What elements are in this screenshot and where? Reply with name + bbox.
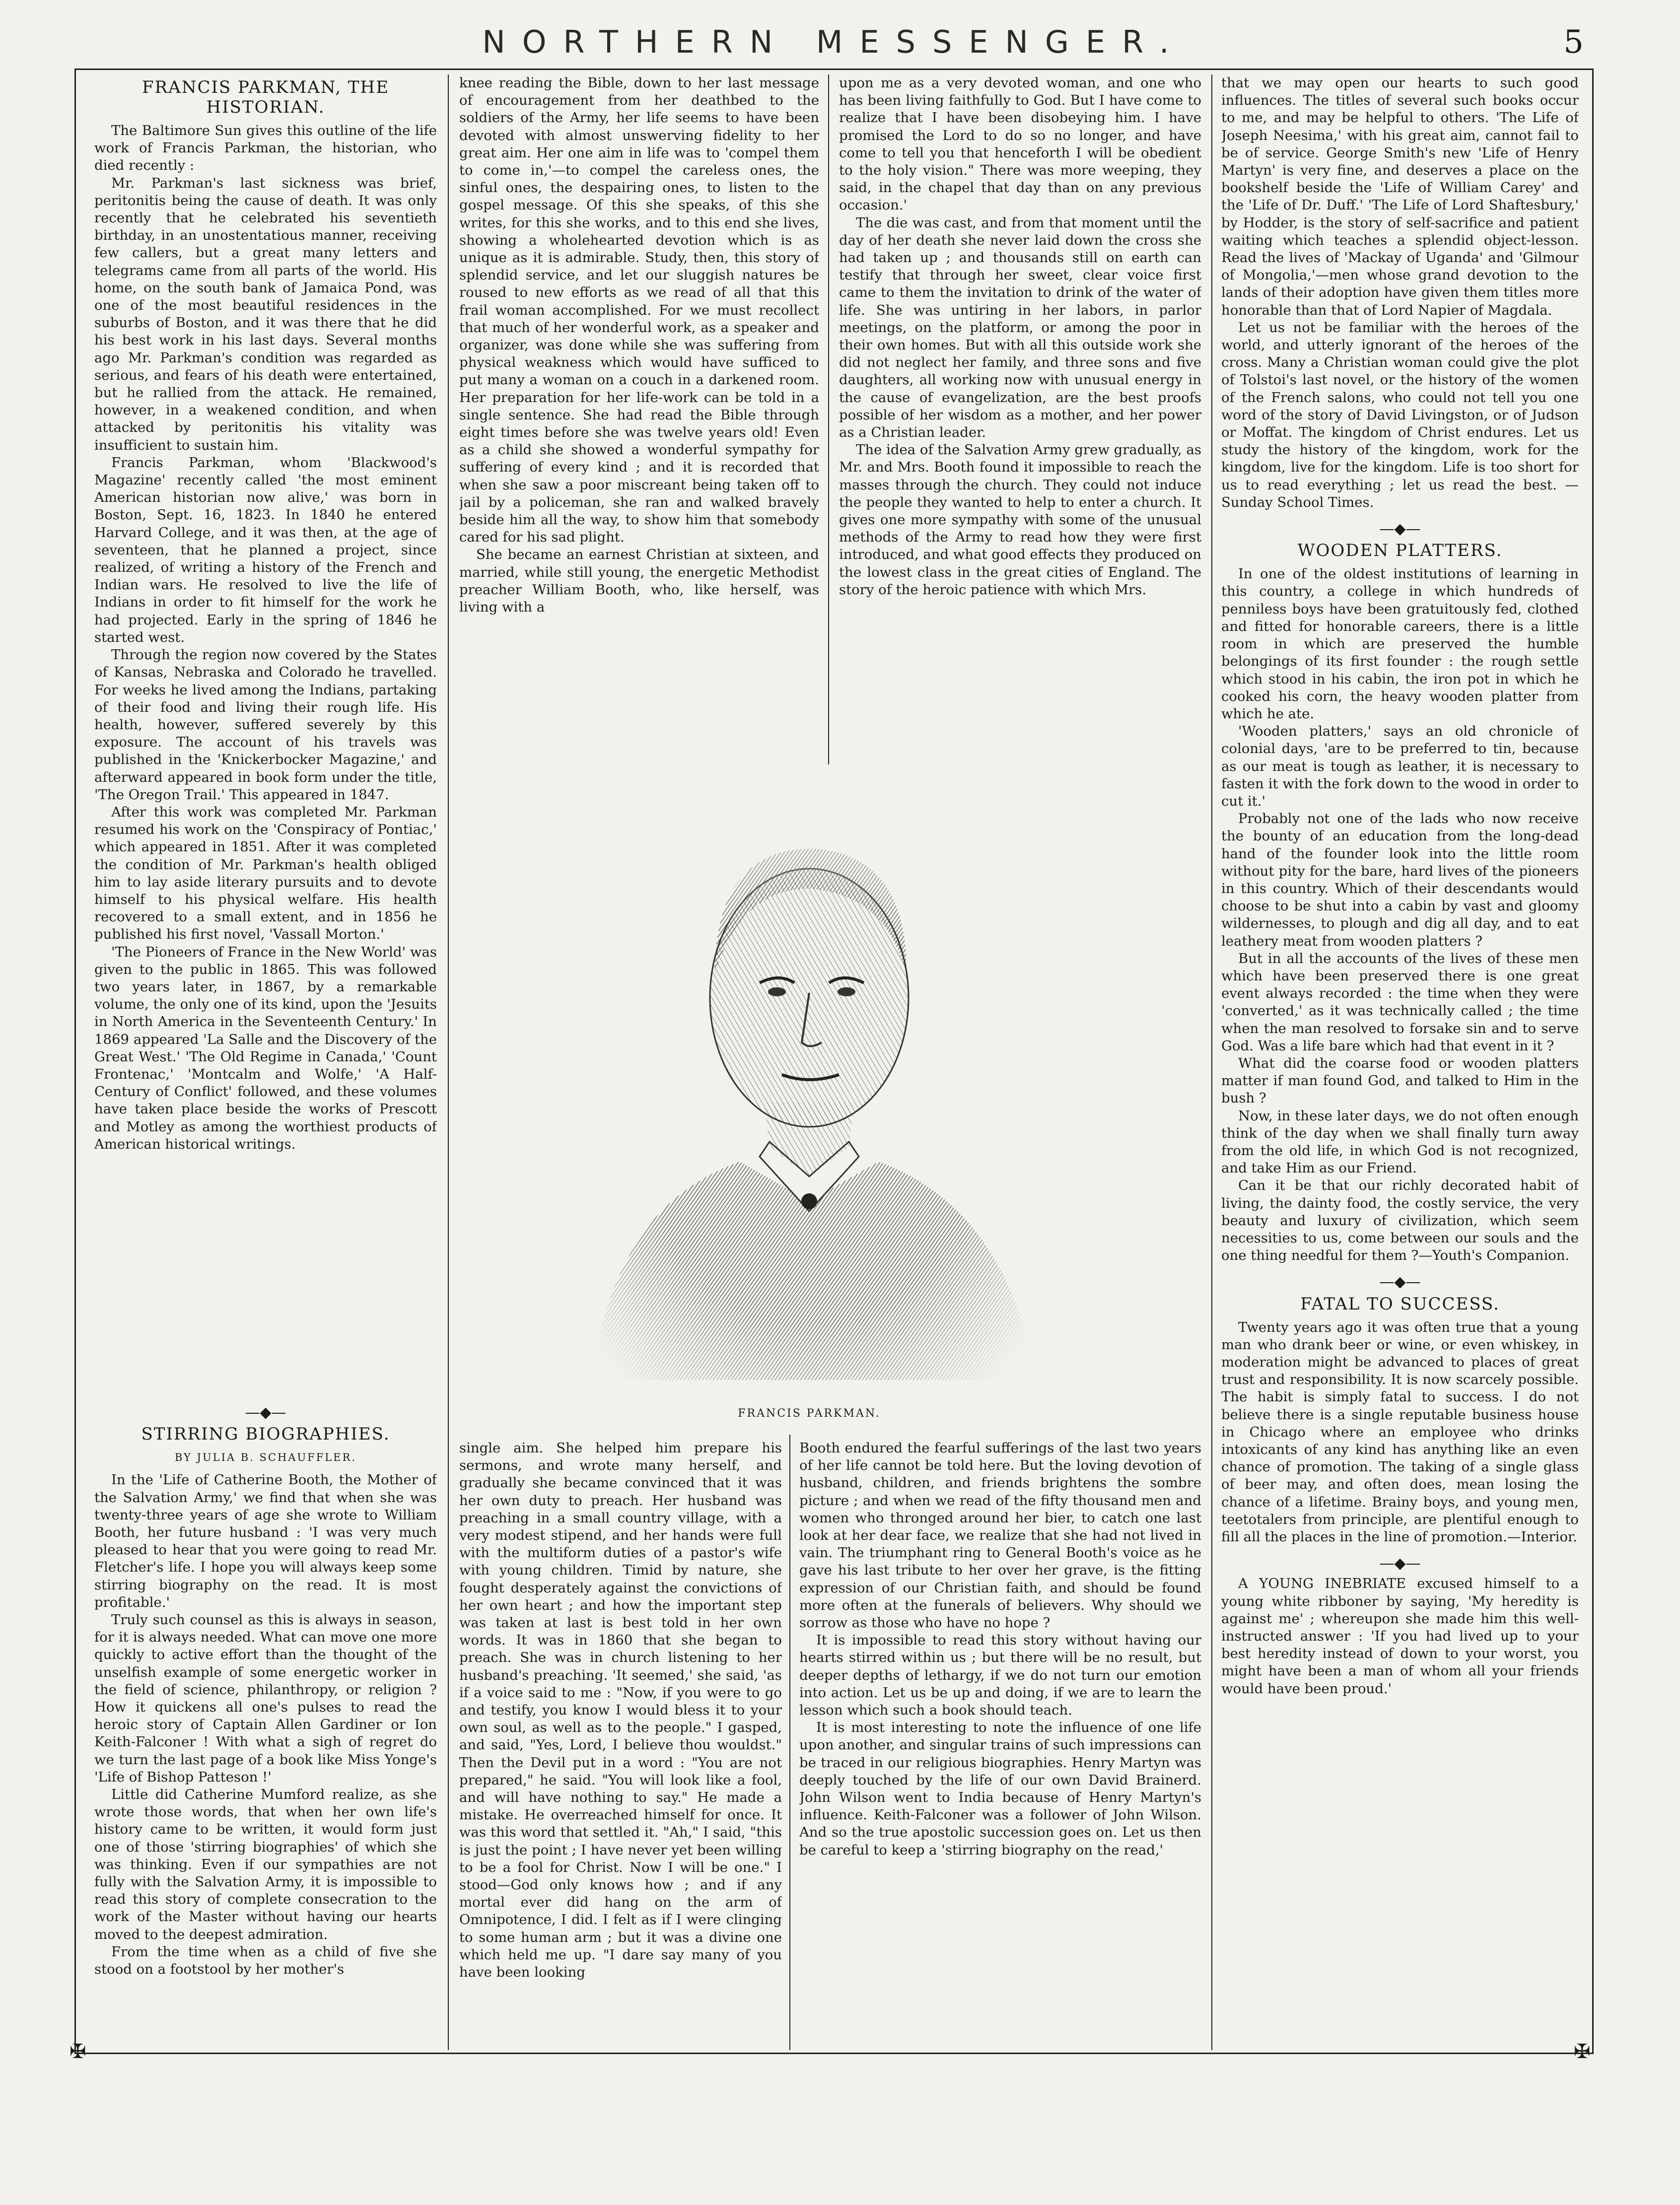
paragraph: Twenty years ago it was often true that a young man who drank beer or wine, or even whiskey, in moderation might be advanced to places of great trust and responsibility. It is now scarcely possible. The habit is simply fatal to success. I do not believe there is a single reputable business house in Chicago where an employee who drinks intoxicants of any kind has anything like an even chance of promotion. The taking of a single glass of beer may, and often does, mean losing the chance of a lifetime. Brainy boys, and young men, teetotalers from principle, are plentiful enough to fill all the places in the line of promotion.—Interior. xyxy=(1221,1319,1579,1545)
column-rule-1 xyxy=(448,74,449,2050)
section-ornament: —◆— xyxy=(1379,1555,1421,1573)
newspaper-page xyxy=(70,20,1594,2105)
masthead xyxy=(74,20,1594,69)
paragraph: In one of the oldest institutions of learning in this country, a college in which hundreds of penniless boys have been gratuitously fed, clothed and fitted for honorable careers, there is a little room in which are preserved the humble belongings of its first founder : the rough settle which stood in his cabin, the iron pot in which he cooked his corn, the heavy wooden platter from which he ate. xyxy=(1221,566,1579,722)
paragraph: But in all the accounts of the lives of these men which have been preserved there is one great event always recorded : the time when they were 'converted,' as it was technically called ; the time when the man resolved to forsake sin and to serve God. Was a life bare which had that event in it ? xyxy=(1221,950,1579,1054)
column-rule-3 xyxy=(1211,74,1212,2050)
article-heading-parkman: FRANCIS PARKMAN, THE HISTORIAN. xyxy=(141,77,390,117)
article-heading-wooden: WOODEN PLATTERS. xyxy=(1297,541,1503,561)
paragraph: Booth endured the fearful sufferings of the last two years of her life cannot be told here. But the loving devotion of husband, children, and friends brightens the sombre picture ; and when we read of the fifty thousand men and women who thronged around her bier, to catch one last look at her dear face, we realize that she had not lived in vain. The triumphant ring to General Booth's voice as he gave his last tribute to her over her grave, is the fitting expression of our Christian faith, and should be found more often at the funerals of believers. Why should we sorrow as those who have no hope ? xyxy=(799,1440,1201,1631)
byline: BY JULIA B. SCHAUFFLER. xyxy=(174,1451,357,1464)
paragraph: 'The Pioneers of France in the New World' was given to the public in 1865. This was followed two years later, in 1867, by a remarkable volume, the only one of its kind, upon the 'Jesuits in North America in the Seventeenth Century.' In 1869 appeared 'La Salle and the Discovery of the Great West.' 'The Old Regime in Canada,' 'Count Frontenac,' 'Montcalm and Wolfe,' 'A Half-Century of Conflict' followed, and these volumes have taken place beside the works of Prescott and Motley as among the worthiest products of American historical writings. xyxy=(94,944,437,1152)
section-ornament: —◆— xyxy=(1379,1273,1421,1291)
section-ornament: —◆— xyxy=(245,1404,286,1421)
column-3-top xyxy=(839,74,1201,764)
portrait-engraving xyxy=(551,764,1067,1405)
bottom-left-ornament: ✠ xyxy=(70,2040,86,2063)
paragraph: It is most interesting to note the influence of one life upon another, and singular trains of such impressions can be traced in our religious biographies. Henry Martyn was deeply touched by the life of our own David Brainerd. John Wilson went to India because of Henry Martyn's influence. Keith-Falconer was a follower of John Wilson. And so the true apostolic succession goes on. Let us then be careful to keep a 'stirring biography on the read,' xyxy=(799,1720,1201,1858)
paragraph: Truly such counsel as this is always in season, for it is always needed. What can move one more quickly to active effort than the thought of the unselfish example of some energetic worker in the field of science, philanthropy, or religion ? How it quickens all one's pulses to read the heroic story of Captain Allen Gardiner or Ion Keith-Falconer ! With what a sigh of regret do we turn the last page of a book like Miss Yonge's 'Life of Bishop Patteson !' xyxy=(94,1612,437,1785)
paragraph: Let us not be familiar with the heroes of the world, and utterly ignorant of the heroes of the cross. Many a Christian woman could give the plot of Tolstoi's last novel, or the history of the women of the French salons, who could not tell you one word of the story of David Livingston, or of Judson or Moffat. The kingdom of Christ endures. Let us study the history of the kingdom, work for the kingdom, live for the kingdom. Life is too short for us to read everything ; let us read the best. —Sunday School Times. xyxy=(1221,319,1579,510)
paragraph: single aim. She helped him prepare his sermons, and wrote many herself, and gradually she became convinced that it was her own duty to preach. Her husband was preaching in a small country village, with a very modest stipend, and her hands were full with the multiform duties of a pastor's wife with young children. Timid by nature, she fought desperately against the convictions of her own heart ; and how the important step was taken at last is best told in her own words. It was in 1860 that she began to preach. She was in church listening to her husband's preaching. 'It seemed,' she said, 'as if a voice said to me : "Now, if you were to go and testify, you know I would bless it to your own soul, as well as to the people." I gasped, and said, "Yes, Lord, I believe thou wouldst." Then the Devil put in a word : "You are not prepared," he said. "You will look like a fool, and will have nothing to say." He made a mistake. He overreached himself for once. It was this word that settled it. "Ah," I said, "this is just the point ; I have never yet been willing to be a fool for Christ. Now I will be one." I stood—God only knows how ; and if any mortal ever did hang on the arm of Omnipotence, I did. I felt as if I were clinging to some human arm ; but it was a divine one which held me up. "I dare say many of you have been looking xyxy=(459,1440,782,1981)
column-1 xyxy=(94,74,437,1390)
paragraph: The die was cast, and from that moment until the day of her death she never laid down the cross she had taken up ; and thousands still on earth can testify that through her sweet, clear voice first came to them the invitation to drink of the water of life. She was untiring in her labors, in parlor meetings, on the platform, or among the poor in their own homes. But with all this outside work she did not neglect her family, and three sons and five daughters, all working now with unusual energy in the cause of evangelization, are the best proofs possible of her wisdom as a mother, and her power as a Christian leader. xyxy=(839,214,1201,441)
column-rule-2 xyxy=(828,74,829,764)
column-2-bottom xyxy=(459,1440,782,2050)
paragraph: upon me as a very devoted woman, and one who has been living faithfully to God. But I have come to realize that I have been disobeying him. I have promised the Lord to do so no longer, and have come to tell you that henceforth I will be obedient to the holy vision." There was more weeping, they said, in the chapel that day than on any previous occasion.' xyxy=(839,75,1201,213)
bottom-right-ornament: ✠ xyxy=(1574,2040,1591,2063)
masthead-title: NORTHERN MESSENGER. xyxy=(482,24,1186,60)
paragraph: Mr. Parkman's last sickness was brief, peritonitis being the cause of death. It was only recently that he celebrated his seventieth birthday, in an unostentatious manner, receiving few callers, but a great many letters and telegrams came from all parts of the world. His home, on the south bank of Jamaica Pond, was one of the most beautiful residences in the suburbs of Boston, and it was there that he did his best work in his last days. Several months ago Mr. Parkman's condition was regarded as serious, and fears of his death were entertained, but he rallied from the attack. He remained, however, in a weakened condition, and when attacked by peritonitis his vitality was insufficient to sustain him. xyxy=(94,175,437,453)
paragraph: It is impossible to read this story without having our hearts stirred within us ; but there will be no result, but deeper depths of lethargy, if we do not turn our emotion into action. Let us be up and doing, if we are to learn the lesson which such a book should teach. xyxy=(799,1632,1201,1719)
paragraph: A YOUNG INEBRIATE excused himself to a young white ribboner by saying, 'My heredity is against me' ; whereupon she made him this well-instructed answer : 'If you had lived up to your best heredity instead of down to your worst, you might have been a man of whom all your friends would have been proud.' xyxy=(1221,1576,1579,1697)
paragraph: knee reading the Bible, down to her last message of encouragement from her deathbed to the soldiers of the Army, her life seems to have been devoted with almost unswerving fidelity to her great aim. Her one aim in life was to 'compel them to come in,'—to compel the careless ones, the sinful ones, the despairing ones, to listen to the gospel message. Of this she speaks, of this she writes, for this she works, and to this end she lives, showing a wholehearted devotion which is as unique as it is admirable. Study, then, this story of splendid service, and let our sluggish natures be roused to new efforts as we read of all that this frail woman accomplished. For we must recollect that much of her wonderful work, as a speaker and organizer, was done while she was suffering from physical weakness which would have sufficed to put many a woman on a couch in a darkened room. Her preparation for her life-work can be told in a single sentence. She had read the Bible through eight times before she was twelve years old! Even as a child she showed a wonderful sympathy for suffering of every kind ; and it is recorded that when she saw a poor miscreant being taken off to jail by a policeman, she ran and walked bravely beside him all the way, to show him that somebody cared for his sad plight. xyxy=(459,75,819,546)
page-number: 5 xyxy=(1563,24,1584,61)
paragraph: Now, in these later days, we do not often enough think of the day when we shall finally turn away from the old life, in which God is not recognized, and take Him as our Friend. xyxy=(1221,1107,1579,1176)
left-border-rule xyxy=(74,69,76,2054)
bottom-rule xyxy=(74,2053,1594,2054)
column-4 xyxy=(1221,74,1579,2050)
paragraph: Can it be that our richly decorated habit of living, the dainty food, the costly service, the very beauty and luxury of civilization, which seem necessities to us, come between our souls and the one thing needful for them ?—Youth's Companion. xyxy=(1221,1177,1579,1264)
paragraph: 'Wooden platters,' says an old chronicle of colonial days, 'are to be preferred to tin, because as our meat is tough as leather, it is necessary to fasten it with the fork down to the wood in order to cut it.' xyxy=(1221,723,1579,809)
paragraph: The idea of the Salvation Army grew gradually, as Mr. and Mrs. Booth found it impossible to reach the masses through the church. They could not induce the people they wanted to help to enter a church. It gives one more sympathy with some of the unusual methods of the Army to read how they were first introduced, and what good effects they produced on the lowest class in the great cities of England. The story of the heroic patience with which Mrs. xyxy=(839,442,1201,598)
paragraph: Francis Parkman, whom 'Blackwood's Magazine' recently called 'the most eminent American historian now alive,' was born in Boston, Sept. 16, 1823. In 1840 he entered Harvard College, and it was then, at the age of seventeen, that he planned a project, since realized, of writing a history of the French and Indian wars. He resolved to live the life of Indians in order to fit himself for the work he had projected. Early in the spring of 1846 he started west. xyxy=(94,454,437,645)
paragraph: In the 'Life of Catherine Booth, the Mother of the Salvation Army,' we find that when she was twenty-three years of age she wrote to William Booth, her future husband : 'I was very much pleased to hear that you were going to read Mr. Fletcher's life. I hope you will always keep some stirring biography on the read. It is most profitable.' xyxy=(94,1472,437,1610)
right-border-rule xyxy=(1592,69,1594,2054)
paragraph: What did the coarse food or wooden platters matter if man found God, and talked to Him in the bush ? xyxy=(1221,1055,1579,1106)
portrait-caption: FRANCIS PARKMAN. xyxy=(738,1407,881,1420)
masthead-rule xyxy=(74,69,1594,70)
paragraph: She became an earnest Christian at sixteen, and married, while still young, the energetic Methodist preacher William Booth, who, like herself, was living with a xyxy=(459,547,819,616)
column-3-bottom xyxy=(799,1440,1201,2050)
paragraph: Through the region now covered by the States of Kansas, Nebraska and Colorado he travelled. For weeks he lived among the Indians, partaking of their food and living their rough life. His health, however, suffered severely by this exposure. The account of his travels was published in the 'Knickerbocker Magazine,' and afterward appeared in book form under the title, 'The Oregon Trail.' This appeared in 1847. xyxy=(94,647,437,803)
paragraph: From the time when as a child of five she stood on a footstool by her mother's xyxy=(94,1943,437,1978)
column-2-top xyxy=(459,74,819,764)
paragraph: Probably not one of the lads who now receive the bounty of an education from the long-dead hand of the founder look into the little room without pity for the bare, hard lives of the pioneers in this country. Which of their descendants would choose to be shut into a cabin by vast and gloomy wildernesses, to plough and dig all day, and to eat leathery meat from wooden platters ? xyxy=(1221,811,1579,949)
paragraph: Little did Catherine Mumford realize, as she wrote those words, that when her own life's history came to be written, it would form just one of those 'stirring biographies' of which she was thinking. Even if our sympathies are not fully with the Salvation Army, it is impossible to read this story of complete consecration to the work of the Master without having our hearts moved to the deepest admiration. xyxy=(94,1787,437,1942)
paragraph: that we may open our hearts to such good influences. The titles of several such books occur to me, and may be helpful to others. 'The Life of Joseph Neesima,' with his great aim, cannot fail to be of service. George Smith's new 'Life of Henry Martyn' is very fine, and deserves a place on the bookshelf beside the 'Life of William Carey' and the 'Life of Dr. Duff.' 'The Life of Lord Shaftesbury,' by Hodder, is the story of self-sacrifice and patient waiting which teaches a splendid object-lesson. Read the lives of 'Mackay of Uganda' and 'Gilmour of Mongolia,'—men whose grand devotion to the lands of their adoption have given them titles more honorable than that of Lord Napier of Magdala. xyxy=(1221,75,1579,318)
paragraph: After this work was completed Mr. Parkman resumed his work on the 'Conspiracy of Pontiac,' which appeared in 1851. After it was completed the condition of Mr. Parkman's health obliged him to lay aside literary pursuits and to devote himself to his physical welfare. His health recovered to a small extent, and in 1856 he published his first novel, 'Vassall Morton.' xyxy=(94,804,437,943)
article-heading-fatal: FATAL TO SUCCESS. xyxy=(1300,1294,1500,1314)
stirring-section xyxy=(94,1395,437,2050)
paragraph: The Baltimore Sun gives this outline of the life work of Francis Parkman, the historian, who died recently : xyxy=(94,123,437,174)
article-heading-stirring: STIRRING BIOGRAPHIES. xyxy=(141,1424,390,1445)
section-ornament: —◆— xyxy=(1379,520,1421,538)
column-rule-2b xyxy=(789,1435,790,2050)
